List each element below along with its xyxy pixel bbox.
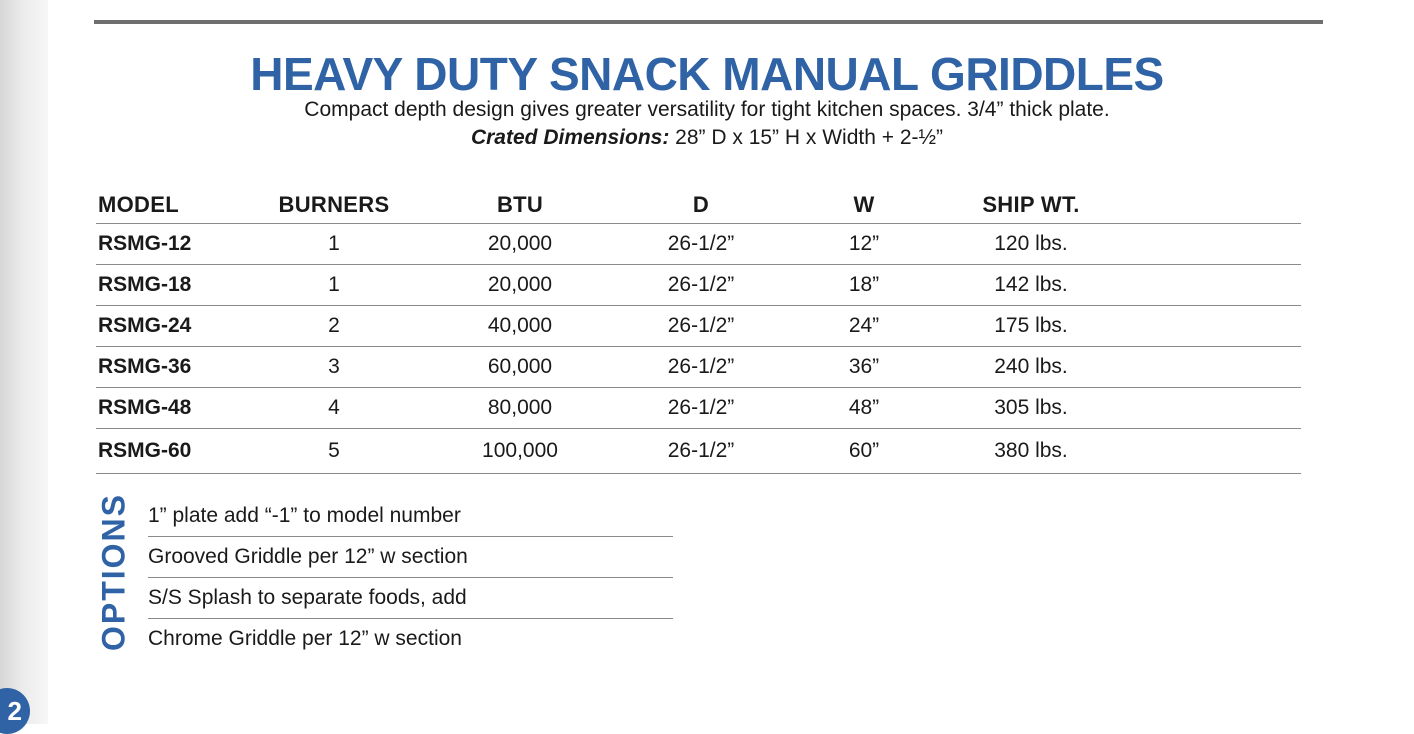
option-item: S/S Splash to separate foods, add xyxy=(148,578,673,619)
crated-value: 28” D x 15” H x Width + 2-½” xyxy=(669,126,944,149)
col-btu-header: BTU xyxy=(496,191,544,217)
col-d-header: D xyxy=(692,191,710,217)
cell-model: RSMG-18 xyxy=(98,273,192,296)
page-title: HEAVY DUTY SNACK MANUAL GRIDDLES xyxy=(250,48,1164,100)
crated-dimensions xyxy=(94,124,1320,152)
option-item: Grooved Griddle per 12” w section xyxy=(148,537,673,578)
cell-burners: 4 xyxy=(328,396,340,419)
cell-depth: 26-1/2” xyxy=(667,439,735,462)
table-row xyxy=(96,347,1301,388)
cell-width: 60” xyxy=(848,439,880,462)
option-item: 1” plate add “-1” to model number xyxy=(148,496,673,537)
page-edge-shadow xyxy=(0,0,48,724)
cell-depth: 26-1/2” xyxy=(667,314,735,337)
cell-ship-weight: 380 lbs. xyxy=(994,439,1068,462)
cell-width: 12” xyxy=(848,232,880,255)
cell-width: 48” xyxy=(848,396,880,419)
cell-ship-weight: 175 lbs. xyxy=(994,314,1068,337)
col-w-header: W xyxy=(853,191,875,217)
cell-width: 24” xyxy=(848,314,880,337)
cell-burners: 1 xyxy=(328,232,340,255)
cell-width: 36” xyxy=(848,355,880,378)
cell-model: RSMG-36 xyxy=(98,355,192,378)
col-model-header: MODEL xyxy=(98,191,179,217)
subtitle: Compact depth design gives greater versatility for tight kitchen spaces. 3/4” thick plate. xyxy=(304,98,1110,121)
table-row xyxy=(96,388,1301,429)
cell-btu: 80,000 xyxy=(487,396,553,419)
cell-model: RSMG-12 xyxy=(98,232,192,255)
top-rule xyxy=(94,20,1323,24)
cell-btu: 60,000 xyxy=(487,355,553,378)
cell-btu: 20,000 xyxy=(487,232,553,255)
table-row xyxy=(96,224,1301,265)
table-header-row xyxy=(96,186,1301,224)
cell-burners: 3 xyxy=(328,355,340,378)
spec-table xyxy=(96,186,1301,474)
col-burners-header: BURNERS xyxy=(278,191,390,217)
cell-model: RSMG-60 xyxy=(98,439,192,462)
table-row xyxy=(96,306,1301,347)
cell-btu: 100,000 xyxy=(482,439,558,462)
crated-label: Crated Dimensions: xyxy=(470,126,670,149)
cell-width: 18” xyxy=(848,273,880,296)
cell-depth: 26-1/2” xyxy=(667,273,735,296)
options-list xyxy=(148,496,673,659)
cell-ship-weight: 240 lbs. xyxy=(994,355,1068,378)
cell-btu: 20,000 xyxy=(487,273,553,296)
cell-depth: 26-1/2” xyxy=(667,232,735,255)
options-label: OPTIONS xyxy=(95,492,132,652)
cell-model: RSMG-24 xyxy=(98,314,192,337)
cell-depth: 26-1/2” xyxy=(667,396,735,419)
cell-ship-weight: 120 lbs. xyxy=(994,232,1068,255)
cell-depth: 26-1/2” xyxy=(667,355,735,378)
cell-ship-weight: 305 lbs. xyxy=(994,396,1068,419)
cell-burners: 2 xyxy=(328,314,340,337)
cell-model: RSMG-48 xyxy=(98,396,192,419)
cell-ship-weight: 142 lbs. xyxy=(994,273,1068,296)
cell-btu: 40,000 xyxy=(487,314,553,337)
col-ship-header: SHIP WT. xyxy=(982,191,1080,217)
page-number: 2 xyxy=(7,695,22,726)
table-row xyxy=(96,429,1301,474)
table-row xyxy=(96,265,1301,306)
cell-burners: 5 xyxy=(328,439,340,462)
cell-burners: 1 xyxy=(328,273,340,296)
option-item: Chrome Griddle per 12” w section xyxy=(148,627,462,650)
